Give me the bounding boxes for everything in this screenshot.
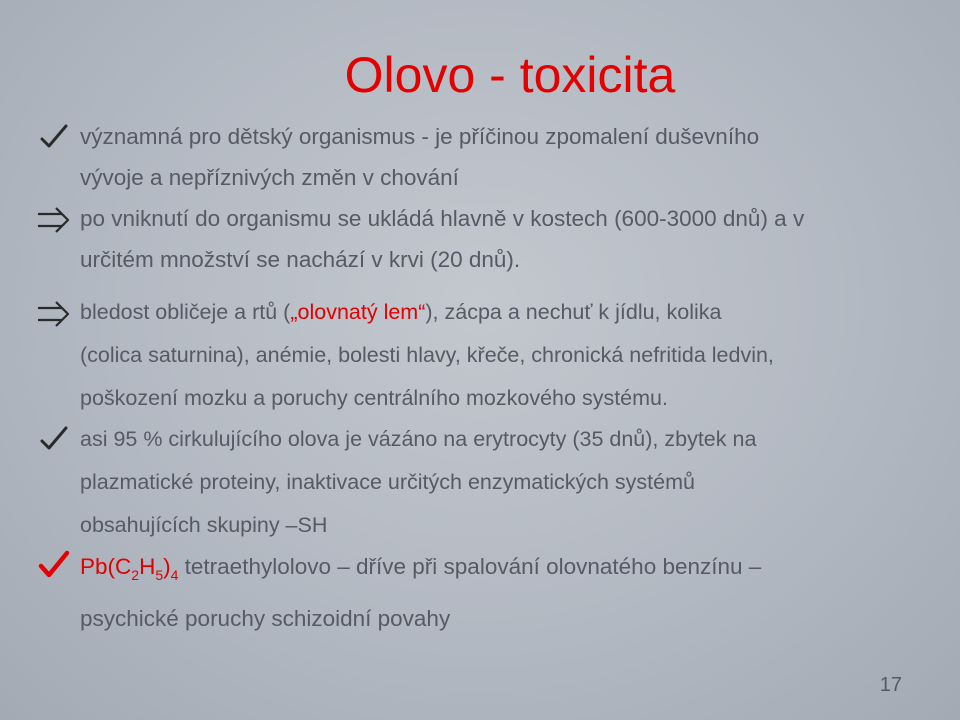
implies-arrow-icon <box>34 294 74 334</box>
formula <box>80 554 179 583</box>
bullet-text-line: asi 95 % cirkulujícího olova je vázáno na erytrocyty (35 dnů), zbytek na <box>80 427 757 451</box>
bullet-text-line <box>80 291 932 334</box>
formula-subscript: 2 <box>131 567 140 583</box>
bullet-text-line: plazmatické proteiny, inaktivace určitých enzymatických systémů <box>80 470 695 494</box>
bullet-text-line: významná pro dětský organismus - je příčinou zpomalení duševního <box>80 124 760 149</box>
text-segment: tetraethylolovo – dříve při spalování olovnatého benzínu – <box>178 554 762 579</box>
page-number: 17 <box>879 674 902 696</box>
highlight-term: olovnatý lem <box>297 300 419 324</box>
checkmark-icon <box>34 420 74 460</box>
bullet-item <box>80 116 932 198</box>
implies-arrow-icon <box>34 200 74 240</box>
bullet-text-line: vývoje a nepříznivých změn v chování <box>80 165 459 190</box>
text-segment: bledost obličeje a rtů ( <box>80 300 291 324</box>
formula-part: H <box>139 554 156 579</box>
bullet-text-line: (colica saturnina), anémie, bolesti hlavy, křeče, chronická nefritida ledvin, <box>80 343 774 367</box>
bullet-item <box>80 291 932 420</box>
checkmark-icon <box>34 118 74 158</box>
slide-title: Olovo - toxicita <box>344 47 676 103</box>
text-segment: ), zácpa a nechuť k jídlu, kolika <box>425 300 722 324</box>
checkmark-icon <box>34 546 74 586</box>
formula-subscript: 4 <box>170 567 179 583</box>
bullet-text-line: psychické poruchy schizoidní povahy <box>80 606 451 631</box>
highlight-quote-close: “ <box>418 300 426 324</box>
bullet-item <box>80 545 932 640</box>
formula-part: ) <box>163 554 171 579</box>
bullet-text-line: určitém množství se nachází v krvi (20 dnů). <box>80 247 521 272</box>
bullet-text-line <box>80 545 932 597</box>
bullet-text-line: obsahujících skupiny –SH <box>80 513 328 537</box>
formula-part: Pb(C <box>80 554 132 579</box>
formula-subscript: 5 <box>155 567 164 583</box>
bullet-text-line: poškození mozku a poruchy centrálního mozkového systému. <box>80 386 668 410</box>
bullet-text-line: po vniknutí do organismu se ukládá hlavně v kostech (600-3000 dnů) a v <box>80 206 805 231</box>
highlight-quote-open: „ <box>290 300 298 324</box>
bullet-item <box>80 198 932 280</box>
bullet-item <box>80 418 932 547</box>
